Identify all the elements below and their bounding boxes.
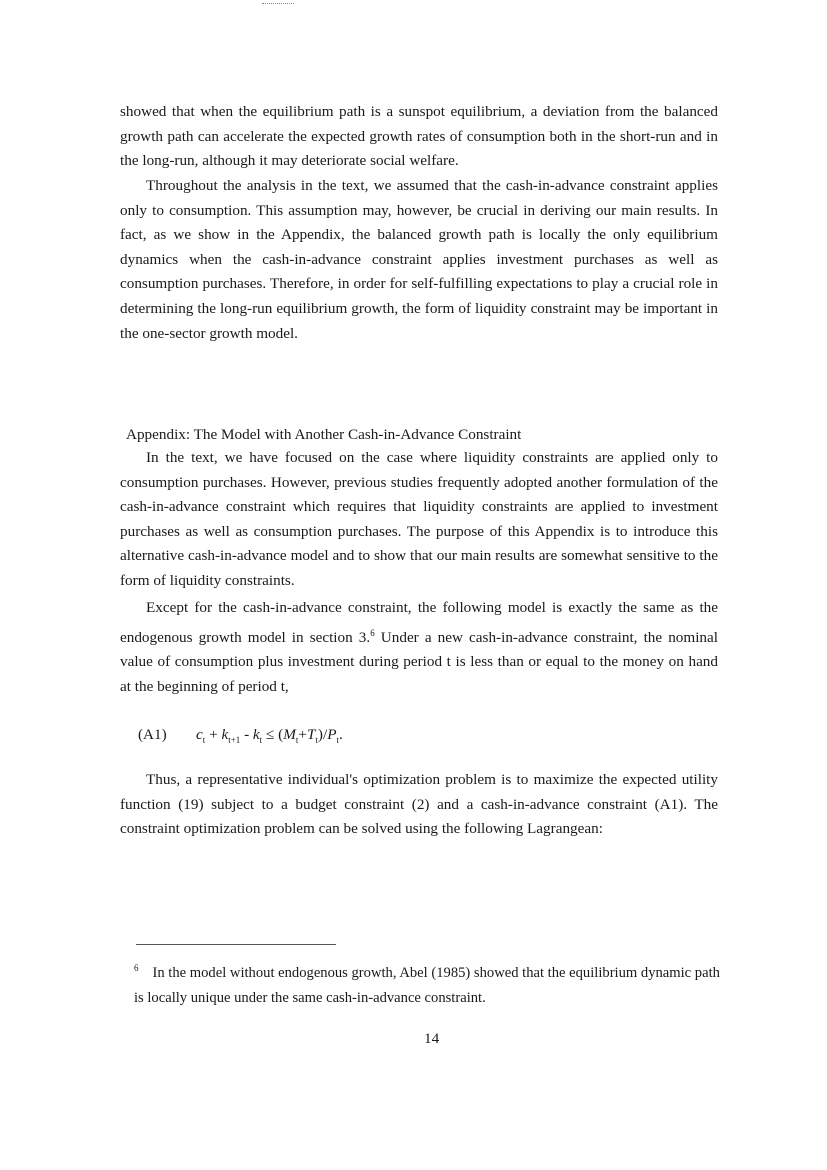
equation-label: (A1) <box>138 726 167 743</box>
appendix-paragraph-2-text-a: Except for the cash-in-advance constraint, the following model is exactly the same as the endogenous growth model in section 3. <box>120 599 718 646</box>
footnote-reference: 6 <box>370 627 375 638</box>
equation-body: $c_t + k_{t+1} - k_t \le (M_t+T_t)/P_t$. <box>196 726 343 746</box>
appendix-paragraph-2 <box>120 596 718 699</box>
footnote-text: In the model without endogenous growth, Abel (1985) showed that the equilibrium dynamic path is locally unique under the same cash-in-advance constraint. <box>134 964 720 1006</box>
appendix-paragraph-3: Thus, a representative individual's optimization problem is to maximize the expected utility function (19) subject to a budget constraint (2) and a cash-in-advance constraint (A1). The constraint optimization problem can be solved using the following Lagrangean: <box>120 771 718 838</box>
equation-a1 <box>138 723 343 752</box>
footnote-rule <box>136 944 336 945</box>
appendix-paragraph-1: In the text, we have focused on the case where liquidity constraints are applied only to consumption purchases. However, previous studies frequently adopted another formulation of the cash-in-advance constraint which requires that liquidity constraints are applied to investment purchases as well as consumption purchases. The purpose of this Appendix is to introduce this alternative cash-in-advance model and to show that our main results are somewhat sensitive to the form of liquidity constraints. <box>120 449 718 589</box>
appendix-heading: Appendix: The Model with Another Cash-in-Advance Constraint <box>126 426 522 443</box>
footnote <box>134 956 724 1011</box>
paragraph-throughout: Throughout the analysis in the text, we assumed that the cash-in-advance constraint applies only to consumption. This assumption may, however, be crucial in deriving our main results. In fact, as we show in the Appendix, the balanced growth path is locally the only equilibrium dynamics when the cash-in-advance constraint applies investment purchases as well as consumption purchases. Therefore, in order for self-fulfilling expectations to play a crucial role in determining the long-run equilibrium growth, the form of liquidity constraint may be important in the one-sector growth model. <box>120 177 718 342</box>
top-scan-mark <box>262 0 294 4</box>
paragraph-sunspot: showed that when the equilibrium path is a sunspot equilibrium, a deviation from the balanced growth path can accelerate the expected growth rates of consumption both in the short-run and in the long-run, although it may deteriorate social welfare. <box>120 103 718 170</box>
page-number: 14 <box>424 1030 440 1047</box>
appendix-paragraph-2-text-b: Under a new cash-in-advance constraint, the nominal value of consumption plus investment during period t is less than or equal to the money on hand at the beginning of period t, <box>120 628 718 695</box>
footnote-mark: 6 <box>134 963 139 973</box>
